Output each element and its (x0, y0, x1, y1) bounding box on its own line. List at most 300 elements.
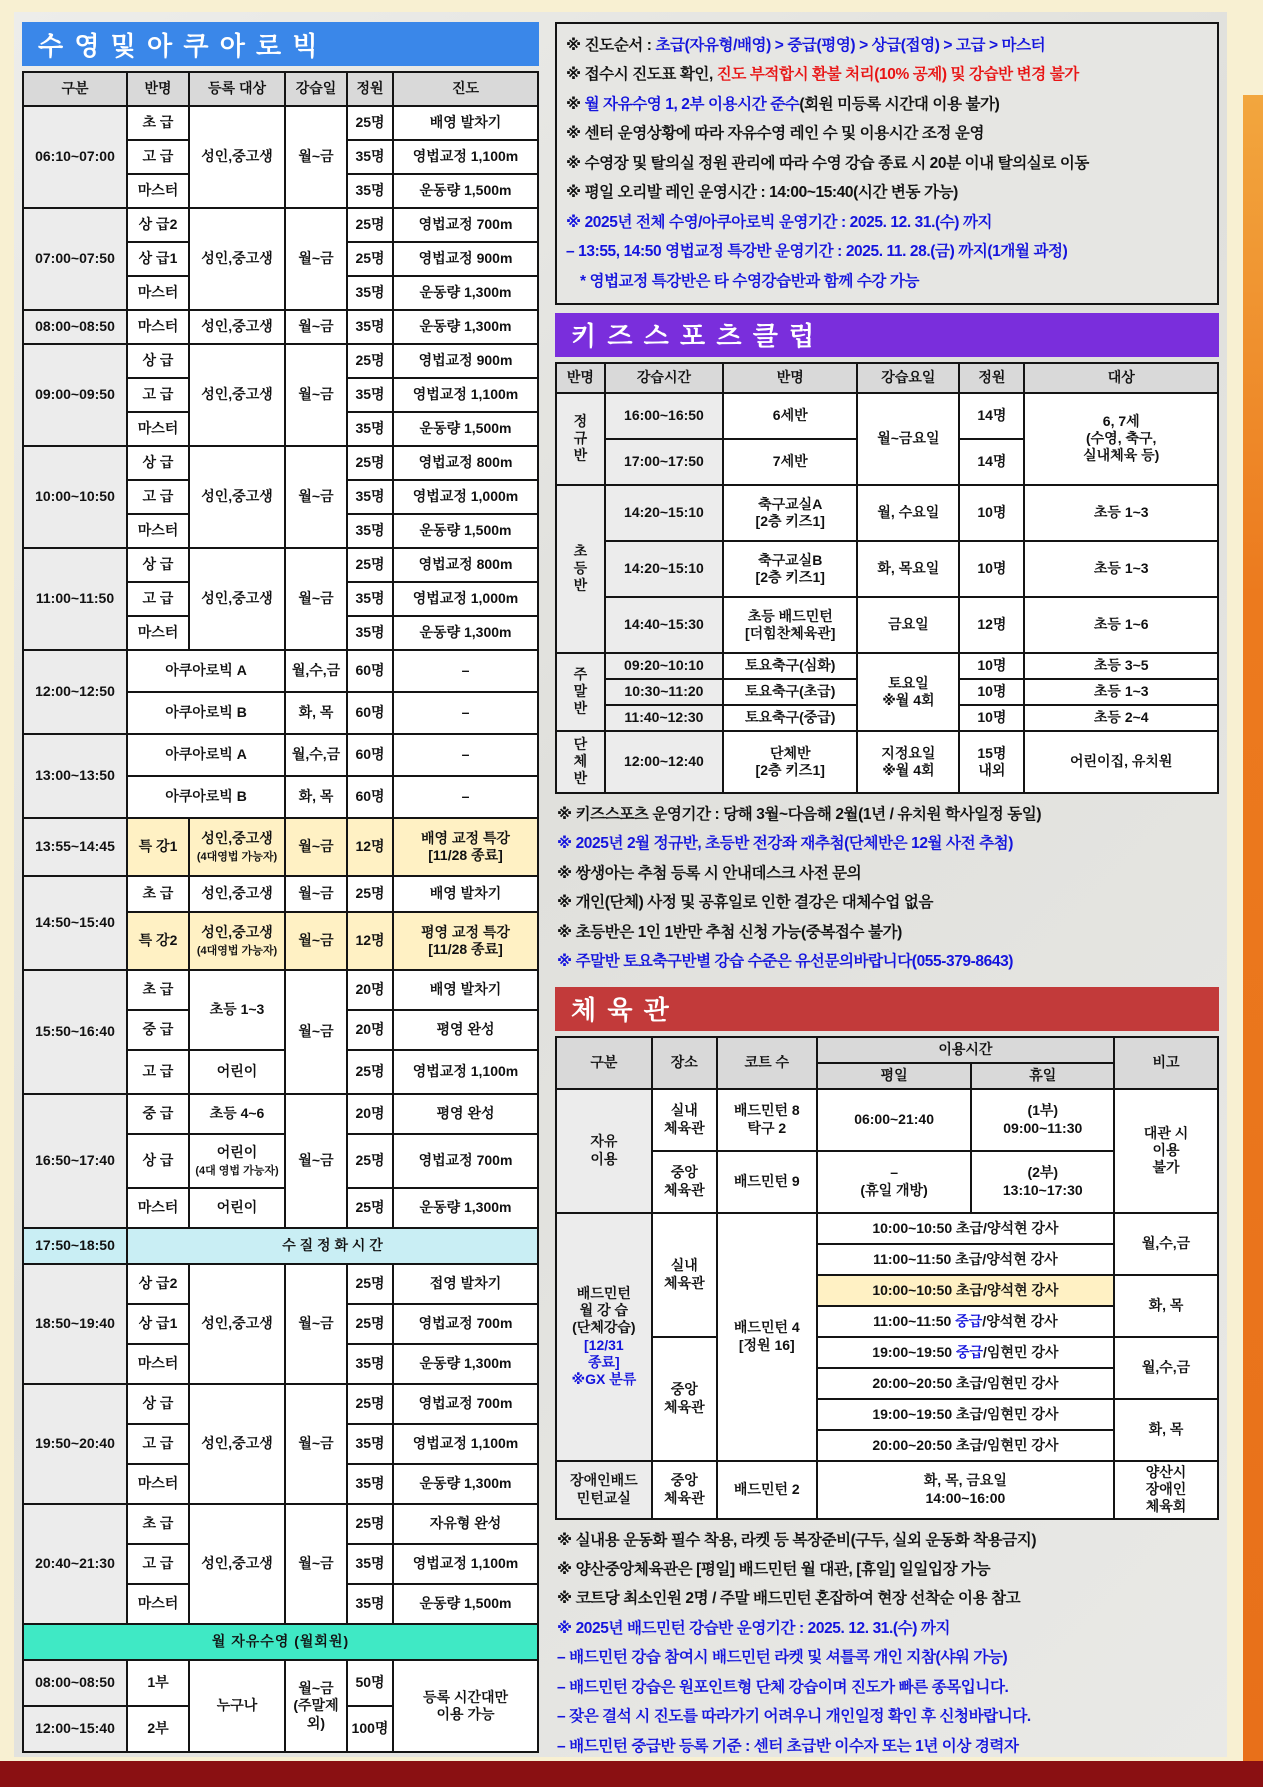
table-cell: 화, 목 (285, 692, 347, 734)
table-cell: 특 강1 (127, 818, 189, 876)
table-cell: 10명 (959, 679, 1024, 705)
table-cell: 토요일 ※월 4회 (857, 653, 959, 731)
table-cell: 35명 (347, 1584, 393, 1624)
table-cell: 35명 (347, 140, 393, 174)
table-cell: 상 급2 (127, 208, 189, 242)
note-line: ※ 2025년 2월 정규반, 초등반 전강좌 재추첨(단체반은 12월 사전 추첨) (557, 835, 1013, 853)
note-line: ※ 쌍생아는 추첨 등록 시 안내데스크 사전 문의 (557, 864, 862, 882)
table-cell: 13:00~13:50 (23, 734, 127, 818)
table-cell: 35명 (347, 582, 393, 616)
table-cell: 영법교정 700m (393, 1304, 538, 1344)
table-cell: 고 급 (127, 140, 189, 174)
table-cell: 초 등 반 (556, 485, 605, 653)
table-cell: 토요축구(초급) (723, 679, 857, 705)
table-cell: 12명 (959, 597, 1024, 653)
table-cell: 25명 (347, 1050, 393, 1094)
table-cell: – (393, 650, 538, 692)
table-cell: 영법교정 700m (393, 208, 538, 242)
table-cell: 25명 (347, 446, 393, 480)
table-cell: 영법교정 1,000m (393, 582, 538, 616)
table-cell: 월~금 (285, 1504, 347, 1624)
table-cell: 6세반 (723, 393, 857, 439)
note-line: ※ 2025년 전체 수영/아쿠아로빅 운영기간 : 2025. 12. 31.(수) 까지 (566, 213, 993, 231)
swim-section (22, 22, 539, 1749)
table-cell: 월~금 (285, 344, 347, 446)
table-cell: 20명 (347, 970, 393, 1010)
note-line: ※ 평일 오리발 레인 운영시간 : 14:00~15:40(시간 변동 가능) (566, 184, 958, 202)
table-cell: 중앙 체육관 (652, 1337, 717, 1461)
table-cell: 12:00~12:40 (605, 731, 723, 793)
swim-schedule-table (22, 71, 539, 1753)
table-cell: 마스터 (127, 1188, 189, 1228)
table-cell: 영법교정 800m (393, 446, 538, 480)
table-cell: 17:00~17:50 (605, 439, 723, 485)
table-cell: 아쿠아로빅 A (127, 650, 285, 692)
table-cell: 12:00~12:50 (23, 650, 127, 734)
table-cell: 수 질 정 화 시 간 (127, 1228, 538, 1264)
table-cell: 25명 (347, 242, 393, 276)
table-cell: 20명 (347, 1094, 393, 1134)
table-cell: 35명 (347, 1544, 393, 1584)
table-cell: 배영 발차기 (393, 876, 538, 912)
note-line: * 영법교정 특강반은 타 수영강습반과 함께 수강 가능 (580, 272, 920, 290)
table-cell: 60명 (347, 734, 393, 776)
table-cell: 운동량 1,500m (393, 1584, 538, 1624)
table-cell: 어린이집, 유치원 (1024, 731, 1218, 793)
table-cell: 성인,중고생 (189, 446, 285, 548)
table-cell: 운동량 1,300m (393, 616, 538, 650)
table-cell: 14:40~15:30 (605, 597, 723, 653)
gym-section-title: 체 육 관 (571, 995, 671, 1026)
table-cell: 상 급 (127, 344, 189, 378)
table-cell: 월,수,금 (285, 734, 347, 776)
table-cell: 월~금 (285, 1264, 347, 1384)
frame-right-strip (1243, 95, 1263, 1765)
table-cell: 자유 이용 (556, 1089, 652, 1213)
table-cell: 17:50~18:50 (23, 1228, 127, 1264)
table-cell: 실내 체육관 (652, 1089, 717, 1151)
column-header: 구분 (23, 72, 127, 106)
table-cell: 35명 (347, 1464, 393, 1504)
table-cell: 35명 (347, 378, 393, 412)
table-cell: 평영 완성 (393, 1094, 538, 1134)
column-header: 장소 (652, 1037, 717, 1089)
table-cell: 14명 (959, 439, 1024, 485)
table-cell: 고 급 (127, 1424, 189, 1464)
note-line: ※ 주말반 토요축구반별 강습 수준은 유선문의바랍니다(055-379-8643) (557, 953, 1014, 971)
table-cell: 마스터 (127, 514, 189, 548)
gym-notes (557, 1526, 1217, 1762)
table-cell: 성인,중고생 (4대영법 가능자) (189, 912, 285, 970)
table-cell: 접영 발차기 (393, 1264, 538, 1304)
table-cell: 상 급 (127, 446, 189, 480)
gym-section-header (555, 987, 1219, 1031)
table-cell: 초등 배드민턴 [더힘찬체육관] (723, 597, 857, 653)
note-line: ※ 양산중앙체육관은 [평일] 배드민턴 월 대관, [휴일] 일일입장 가능 (557, 1561, 991, 1578)
note-line: ※ 진도순서 : 초급(자유형/배영) > 중급(평영) > 상급(접영) > 고급 > 마스터 (566, 37, 1046, 54)
table-cell: 누구나 (189, 1660, 285, 1752)
table-cell: 18:50~19:40 (23, 1264, 127, 1384)
table-cell: 화, 목 (285, 776, 347, 818)
table-cell: 특 강2 (127, 912, 189, 970)
table-cell: 25명 (347, 1304, 393, 1344)
column-header: 비고 (1114, 1037, 1218, 1089)
table-cell: 12명 (347, 912, 393, 970)
table-cell: 고 급 (127, 480, 189, 514)
kids-section-header (555, 313, 1219, 357)
table-cell: 마스터 (127, 1344, 189, 1384)
table-cell: 월,수,금 (285, 650, 347, 692)
table-cell: 중 급 (127, 1094, 189, 1134)
table-cell: 20:00~20:50 초급/임현민 강사 (817, 1430, 1114, 1461)
table-cell: 아쿠아로빅 A (127, 734, 285, 776)
table-cell: 15:50~16:40 (23, 970, 127, 1094)
table-cell: 배영 교정 특강 [11/28 종료] (393, 818, 538, 876)
table-cell: 중앙 체육관 (652, 1151, 717, 1213)
table-cell: 영법교정 800m (393, 548, 538, 582)
table-cell: 06:00~21:40 (817, 1089, 972, 1151)
table-cell: 단 체 반 (556, 731, 605, 793)
table-cell: 14:20~15:10 (605, 485, 723, 541)
table-cell: 초등 1~3 (189, 970, 285, 1050)
column-header: 진도 (393, 72, 538, 106)
table-cell: 초등 3~5 (1024, 653, 1218, 679)
table-cell: 10명 (959, 653, 1024, 679)
table-cell: 월~금 (285, 310, 347, 344)
table-cell: 장애인배드 민턴교실 (556, 1461, 652, 1519)
table-cell: 35명 (347, 1424, 393, 1464)
note-line: ※ 개인(단체) 사정 및 공휴일로 인한 결강은 대체수업 없음 (557, 894, 934, 912)
table-cell: 상 급 (127, 548, 189, 582)
table-cell: 지정요일 ※월 4회 (857, 731, 959, 793)
table-cell: 초 급 (127, 106, 189, 140)
column-header: 반명 (723, 363, 857, 393)
table-cell: 20:00~20:50 초급/임현민 강사 (817, 1368, 1114, 1399)
table-cell: 초 급 (127, 876, 189, 912)
table-cell: 60명 (347, 776, 393, 818)
table-cell: 정 규 반 (556, 393, 605, 485)
note-line: ※ 2025년 배드민턴 강습반 운영기간 : 2025. 12. 31.(수) 까지 (557, 1619, 951, 1637)
column-header: 코트 수 (717, 1037, 817, 1089)
table-cell: 평영 교정 특강 [11/28 종료] (393, 912, 538, 970)
table-cell: 주 말 반 (556, 653, 605, 731)
table-cell: 12:00~15:40 (23, 1706, 127, 1752)
table-cell: 초등 1~3 (1024, 541, 1218, 597)
table-cell: 평영 완성 (393, 1010, 538, 1050)
column-header: 구분 (556, 1037, 652, 1089)
table-cell: 월~금 (285, 1384, 347, 1504)
table-cell: 초등 1~3 (1024, 679, 1218, 705)
table-cell: 6, 7세 (수영, 축구, 실내체육 등) (1024, 393, 1218, 485)
table-cell: 초 급 (127, 1504, 189, 1544)
column-header: 정원 (347, 72, 393, 106)
note-line: ※ 코트당 최소인원 2명 / 주말 배드민턴 혼잡하여 현장 선착순 이용 참고 (557, 1590, 1021, 1608)
table-cell: 화, 목, 금요일 14:00~16:00 (817, 1461, 1114, 1519)
table-cell: 마스터 (127, 310, 189, 344)
table-cell: 월~금요일 (857, 393, 959, 485)
table-cell: 월, 수요일 (857, 485, 959, 541)
table-cell: 어린이 (189, 1050, 285, 1094)
note-line: – 잦은 결석 시 진도를 따라가기 어려우니 개인일정 확인 후 신청바랍니다. (557, 1708, 1031, 1726)
table-cell: 06:10~07:00 (23, 106, 127, 208)
table-cell: 60명 (347, 692, 393, 734)
table-cell: 초 급 (127, 970, 189, 1010)
table-cell: 초등 2~4 (1024, 705, 1218, 731)
table-cell: 월~금 (285, 818, 347, 876)
table-cell: 영법교정 900m (393, 242, 538, 276)
table-cell: 마스터 (127, 174, 189, 208)
table-cell: 초등 4~6 (189, 1094, 285, 1134)
table-cell: 성인,중고생 (189, 106, 285, 208)
table-cell: 07:00~07:50 (23, 208, 127, 310)
column-header: 대상 (1024, 363, 1218, 393)
right-column (555, 22, 1219, 1755)
table-cell: 25명 (347, 1504, 393, 1544)
table-cell: 35명 (347, 514, 393, 548)
note-line: ※ 월 자유수영 1, 2부 이용시간 준수(회원 미등록 시간대 이용 불가) (566, 95, 1000, 113)
table-cell: 초등 1~6 (1024, 597, 1218, 653)
note-line: ※ 실내용 운동화 필수 착용, 라켓 등 복장준비(구두, 실외 운동화 착용금지) (557, 1531, 1037, 1549)
table-cell: 토요축구(중급) (723, 705, 857, 731)
table-cell: 등록 시간대만 이용 가능 (393, 1660, 538, 1752)
column-header: 반명 (127, 72, 189, 106)
table-cell: 중앙 체육관 (652, 1461, 717, 1519)
table-cell: 10:30~11:20 (605, 679, 723, 705)
table-cell: 08:00~08:50 (23, 1660, 127, 1706)
table-cell: 초등 1~3 (1024, 485, 1218, 541)
table-cell: 성인,중고생 (4대영법 가능자) (189, 818, 285, 876)
table-cell: 월~금 (285, 970, 347, 1094)
table-cell: 25명 (347, 344, 393, 378)
table-cell: 11:00~11:50 초급/양석현 강사 (817, 1244, 1114, 1275)
table-cell: 25명 (347, 208, 393, 242)
table-cell: 성인,중고생 (189, 1384, 285, 1504)
table-cell: 마스터 (127, 616, 189, 650)
table-cell: 12명 (347, 818, 393, 876)
frame-bottom-strip (0, 1761, 1263, 1787)
table-cell: 35명 (347, 276, 393, 310)
table-cell: 25명 (347, 548, 393, 582)
table-cell: 월~금 (285, 1094, 347, 1228)
table-cell: 25명 (347, 1134, 393, 1188)
table-cell: 35명 (347, 480, 393, 514)
table-cell: 축구교실A [2층 키즈1] (723, 485, 857, 541)
column-header: 정원 (959, 363, 1024, 393)
table-cell: 월,수,금 (1114, 1337, 1218, 1399)
table-cell: 대관 시 이용 불가 (1114, 1089, 1218, 1213)
table-cell: 성인,중고생 (189, 1264, 285, 1384)
table-cell: 성인,중고생 (189, 310, 285, 344)
table-cell: (2부) 13:10~17:30 (971, 1151, 1114, 1213)
column-header: 반명 (556, 363, 605, 393)
table-cell: 월~금 (285, 876, 347, 912)
table-cell: 월~금 (285, 548, 347, 650)
table-cell: 100명 (347, 1706, 393, 1752)
table-cell: 영법교정 1,100m (393, 378, 538, 412)
table-cell: – (393, 776, 538, 818)
note-line: ※ 접수시 진도표 확인, 진도 부적합시 환불 처리(10% 공제) 및 강습반 변경 불가 (566, 66, 1079, 84)
table-cell: 중 급 (127, 1010, 189, 1050)
note-line: – 13:55, 14:50 영법교정 특강반 운영기간 : 2025. 11. 28.(금) 까지(1개월 과정) (566, 243, 1068, 261)
table-cell: 월~금 (285, 446, 347, 548)
table-cell: 배영 발차기 (393, 970, 538, 1010)
note-line: ※ 초등반은 1인 1반만 추첨 신청 가능(중복접수 불가) (557, 923, 902, 941)
table-cell: 운동량 1,300m (393, 310, 538, 344)
table-cell: 11:40~12:30 (605, 705, 723, 731)
table-cell: 토요축구(심화) (723, 653, 857, 679)
table-cell: 화, 목요일 (857, 541, 959, 597)
table-cell: 운동량 1,500m (393, 174, 538, 208)
note-line: ※ 키즈스포츠 운영기간 : 당해 3월~다음해 2월(1년 / 유치원 학사일정 동일) (557, 805, 1042, 823)
table-cell: 성인,중고생 (189, 876, 285, 912)
table-cell: 영법교정 700m (393, 1134, 538, 1188)
table-cell: 영법교정 1,100m (393, 1424, 538, 1464)
table-cell: 아쿠아로빅 B (127, 776, 285, 818)
table-cell: 영법교정 1,000m (393, 480, 538, 514)
table-cell: 19:50~20:40 (23, 1384, 127, 1504)
note-line: – 배드민턴 강습 참여시 배드민턴 라켓 및 셔틀콕 개인 지참(샤워 가능) (557, 1649, 1008, 1667)
note-line: – 배드민턴 중급반 등록 기준 : 센터 초급반 이수자 또는 1년 이상 경력자 (557, 1737, 1019, 1755)
table-cell: 양산시 장애인 체육회 (1114, 1461, 1218, 1519)
table-cell: – (393, 692, 538, 734)
table-cell: 10명 (959, 705, 1024, 731)
table-cell: 10명 (959, 485, 1024, 541)
table-cell: 배영 발차기 (393, 106, 538, 140)
table-cell: 영법교정 700m (393, 1384, 538, 1424)
table-cell: 고 급 (127, 582, 189, 616)
column-header: 강습일 (285, 72, 347, 106)
table-cell: 배드민턴 9 (717, 1151, 817, 1213)
table-cell: 영법교정 900m (393, 344, 538, 378)
table-cell: 성인,중고생 (189, 344, 285, 446)
table-cell: 상 급1 (127, 1304, 189, 1344)
table-cell: 35명 (347, 412, 393, 446)
table-cell: 상 급1 (127, 242, 189, 276)
table-cell: 11:00~11:50 중급/양석현 강사 (817, 1306, 1114, 1337)
table-cell: 25명 (347, 1384, 393, 1424)
table-cell: 고 급 (127, 378, 189, 412)
table-cell: – (393, 734, 538, 776)
table-cell: 14:50~15:40 (23, 876, 127, 970)
table-cell: 09:20~10:10 (605, 653, 723, 679)
table-cell: 마스터 (127, 276, 189, 310)
table-cell: (1부) 09:00~11:30 (971, 1089, 1114, 1151)
table-cell: 화, 목 (1114, 1399, 1218, 1461)
table-cell: 25명 (347, 106, 393, 140)
table-cell: 운동량 1,300m (393, 1464, 538, 1504)
kids-sports-table (555, 362, 1219, 794)
table-cell: 10:00~10:50 (23, 446, 127, 548)
table-cell: 14명 (959, 393, 1024, 439)
swim-section-header (22, 22, 539, 66)
table-cell: 10명 (959, 541, 1024, 597)
table-cell: 금요일 (857, 597, 959, 653)
table-cell: 25명 (347, 1188, 393, 1228)
table-cell: 13:55~14:45 (23, 818, 127, 876)
table-cell: 운동량 1,300m (393, 276, 538, 310)
table-cell: 축구교실B [2층 키즈1] (723, 541, 857, 597)
table-cell: 60명 (347, 650, 393, 692)
table-cell: 영법교정 1,100m (393, 1050, 538, 1094)
swim-notes (555, 22, 1219, 305)
table-cell: 2부 (127, 1706, 189, 1752)
table-cell: 고 급 (127, 1544, 189, 1584)
table-cell: 08:00~08:50 (23, 310, 127, 344)
swim-section-title: 수 영 및 아 쿠 아 로 빅 (38, 30, 320, 61)
table-cell: 어린이 (4대 영법 가능자) (189, 1134, 285, 1188)
table-cell: 배드민턴 월 강 습 (단체강습) [12/31 종료] ※GX 분류 (556, 1213, 652, 1461)
table-cell: 15명 내외 (959, 731, 1024, 793)
table-cell: 19:00~19:50 초급/임현민 강사 (817, 1399, 1114, 1430)
gym-table (555, 1036, 1219, 1520)
table-cell: 상 급2 (127, 1264, 189, 1304)
table-cell: 아쿠아로빅 B (127, 692, 285, 734)
table-cell: 16:50~17:40 (23, 1094, 127, 1228)
table-cell: 35명 (347, 1344, 393, 1384)
table-cell: 35명 (347, 174, 393, 208)
table-cell: 월~금 (주말제외) (285, 1660, 347, 1752)
table-cell: 월~금 (285, 208, 347, 310)
column-header: 평일 (817, 1063, 972, 1089)
table-cell: 월,수,금 (1114, 1213, 1218, 1275)
table-cell: 35명 (347, 310, 393, 344)
table-cell: 월 자유수영 (월회원) (23, 1624, 538, 1660)
note-line: ※ 센터 운영상황에 따라 자유수영 레인 수 및 이용시간 조정 운영 (566, 125, 985, 143)
table-cell: 19:00~19:50 중급/임현민 강사 (817, 1337, 1114, 1368)
column-header: 강습요일 (857, 363, 959, 393)
table-cell: 운동량 1,500m (393, 514, 538, 548)
table-cell: 1부 (127, 1660, 189, 1706)
table-cell: – (휴일 개방) (817, 1151, 972, 1213)
table-cell: 상 급 (127, 1134, 189, 1188)
table-cell: 10:00~10:50 초급/양석현 강사 (817, 1275, 1114, 1306)
table-cell: 배드민턴 4 [정원 16] (717, 1213, 817, 1461)
table-cell: 영법교정 1,100m (393, 140, 538, 174)
column-header: 강습시간 (605, 363, 723, 393)
table-cell: 고 급 (127, 1050, 189, 1094)
table-cell: 마스터 (127, 1464, 189, 1504)
column-header: 휴일 (971, 1063, 1114, 1089)
table-cell: 25명 (347, 1264, 393, 1304)
note-line: ※ 수영장 및 탈의실 정원 관리에 따라 수영 강습 종료 시 20분 이내 탈의실로 이동 (566, 154, 1089, 172)
table-cell: 배드민턴 2 (717, 1461, 817, 1519)
table-cell: 실내 체육관 (652, 1213, 717, 1337)
poster-content (14, 12, 1227, 1757)
table-cell: 자유형 완성 (393, 1504, 538, 1544)
table-cell: 7세반 (723, 439, 857, 485)
table-cell: 20:40~21:30 (23, 1504, 127, 1624)
table-cell: 11:00~11:50 (23, 548, 127, 650)
table-cell: 월~금 (285, 912, 347, 970)
table-cell: 영법교정 1,100m (393, 1544, 538, 1584)
table-cell: 성인,중고생 (189, 208, 285, 310)
table-cell: 마스터 (127, 1584, 189, 1624)
table-cell: 10:00~10:50 초급/양석현 강사 (817, 1213, 1114, 1244)
table-cell: 어린이 (189, 1188, 285, 1228)
kids-notes (557, 800, 1217, 977)
note-line: – 배드민턴 강습은 원포인트형 단체 강습이며 진도가 빠른 종목입니다. (557, 1678, 1009, 1696)
table-cell: 운동량 1,300m (393, 1344, 538, 1384)
table-cell: 월~금 (285, 106, 347, 208)
table-cell: 단체반 [2층 키즈1] (723, 731, 857, 793)
table-cell: 성인,중고생 (189, 548, 285, 650)
table-cell: 마스터 (127, 412, 189, 446)
column-header: 등록 대상 (189, 72, 285, 106)
table-cell: 09:00~09:50 (23, 344, 127, 446)
table-cell: 배드민턴 8 탁구 2 (717, 1089, 817, 1151)
table-cell: 25명 (347, 876, 393, 912)
table-cell: 50명 (347, 1660, 393, 1706)
